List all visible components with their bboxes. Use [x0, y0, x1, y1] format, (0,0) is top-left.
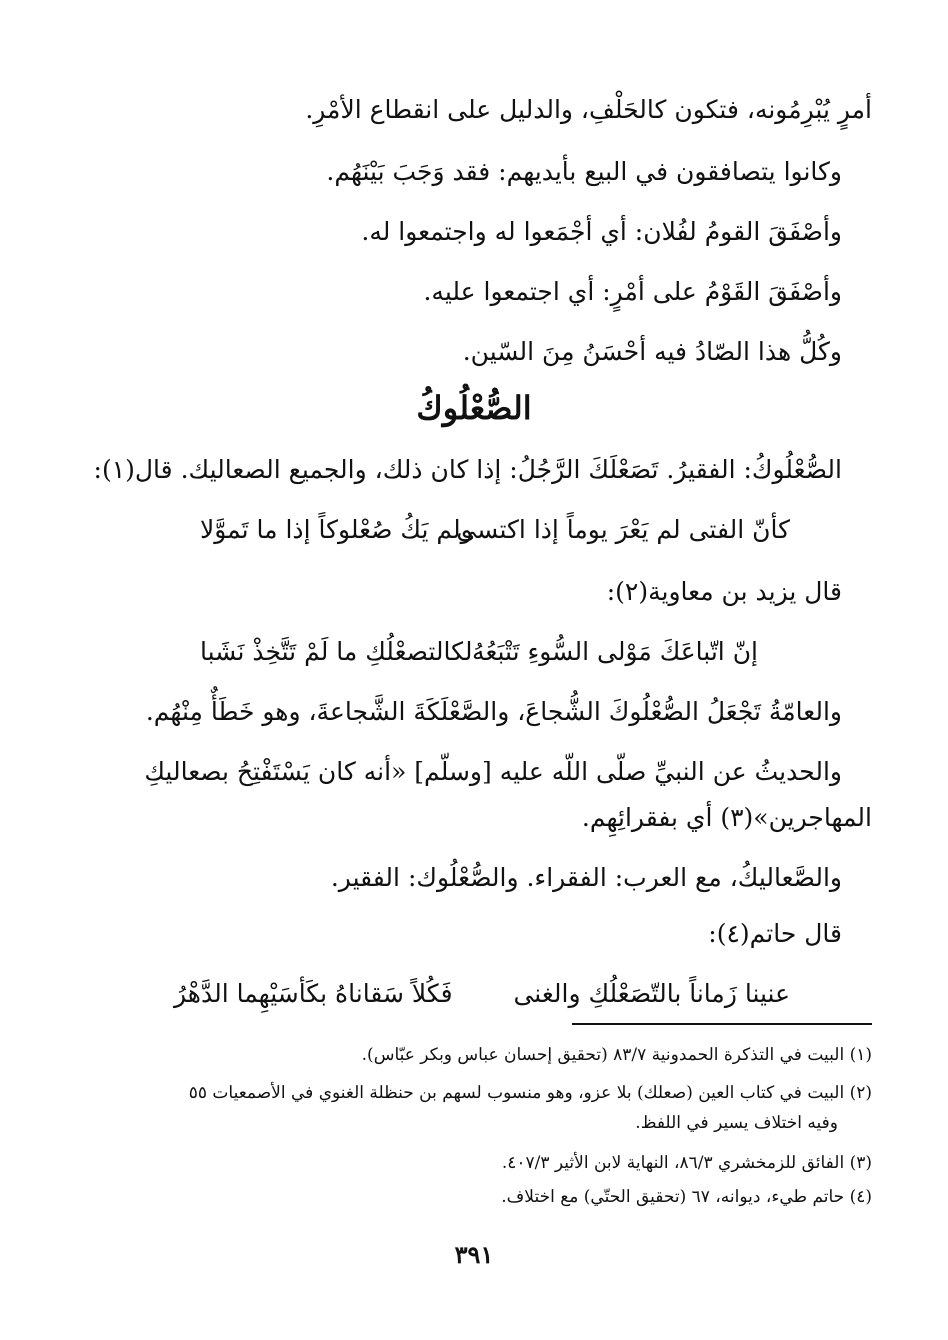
verse3-first-hemistich: عنينا زَماناً بالتّصَعْلُكِ والغنى — [513, 979, 790, 1008]
footnote-1: (١) البيت في التذكرة الحمدونية ٨٣/٧ (تحقيق إحسان عباس وبكر عبّاس). — [361, 1045, 872, 1065]
text-line-1: أمرٍ يُبْرِمُونه، فتكون كالحَلْفِ، والدليل على انقطاع الأمْرِ. — [305, 95, 872, 124]
verse1-first-hemistich: كأنّ الفتى لم يَعْرَ يوماً إذا اكتسى — [456, 515, 790, 544]
attribution-hatim: قال حاتم(٤): — [708, 919, 842, 948]
text-line-2: وكانوا يتصافقون في البيع بأيديهم: فقد وَجَبَ بَيْنَهُم. — [326, 157, 842, 186]
verse2-second-hemistich: لكالتصعْلُكِ ما لَمْ تَتَّخِذْ نَشَبا — [200, 637, 473, 666]
paragraph-amma: والعامّةُ تَجْعَلُ الصُّعْلُوكَ الشُّجاعَ، والصَّعْلَكَةَ الشَّجاعةَ، وهو خَطَأٌ مِنْهُم. — [145, 697, 842, 726]
attribution-yazid: قال يزيد بن معاوية(٢): — [606, 577, 842, 606]
text-line-4: وأصْفَقَ القَوْمُ على أمْرٍ: أي اجتمعوا عليه. — [423, 277, 842, 306]
footnote-3: (٣) الفائق للزمخشري ٨٦/٣، النهاية لابن الأثير ٤٠٧/٣. — [501, 1153, 872, 1173]
hadith-line-1: والحديثُ عن النبيِّ صلّى اللّه عليه [وسلّم] «أنه كان يَسْتَفْتِحُ بصعاليكِ — [144, 757, 842, 786]
verse2-first-hemistich: إنّ اتّباعَكَ مَوْلى السُّوءِ تَتْبَعُهُ — [472, 637, 758, 666]
section-title: الصُّعْلُوكُ — [416, 389, 532, 427]
text-line-3: وأصْفَقَ القومُ لفُلان: أي أجْمَعوا له واجتمعوا له. — [361, 217, 842, 246]
text-line-5: وكُلُّ هذا الصّادُ فيه أحْسَنُ مِنَ السّين. — [462, 337, 842, 366]
page-number: ٣٩١ — [454, 1240, 494, 1269]
verse3-second-hemistich: فَكُلاً سَقاناهُ بكَأسَيْهِما الدَّهْرُ — [174, 979, 453, 1008]
verse1-second-hemistich: ولم يَكُ صُعْلوكاً إذا ما تَموَّلا — [200, 515, 473, 544]
hadith-line-2: المهاجرين»(٣) أي بفقرائِهِم. — [581, 803, 872, 832]
footnote-2: (٢) البيت في كتاب العين (صعلك) بلا عزو، وهو منسوب لسهم بن حنظلة الغنوي في الأصمعيات ٥٥ — [188, 1083, 872, 1103]
footnote-separator — [572, 1023, 872, 1025]
footnote-2-continued: وفيه اختلاف يسير في اللفظ. — [635, 1113, 838, 1133]
footnote-4: (٤) حاتم طيء، ديوانه، ٦٧ (تحقيق الحتّي) مع اختلاف. — [501, 1187, 872, 1207]
arab-line: والصَّعاليكُ، مع العرب: الفقراء. والصُّعْلُوك: الفقير. — [330, 863, 842, 892]
definition-line: الصُّعْلُوكُ: الفقيرُ. تَصَعْلَكَ الرَّجُلُ: إذا كان ذلك، والجميع الصعاليك. قال(١): — [93, 455, 842, 484]
